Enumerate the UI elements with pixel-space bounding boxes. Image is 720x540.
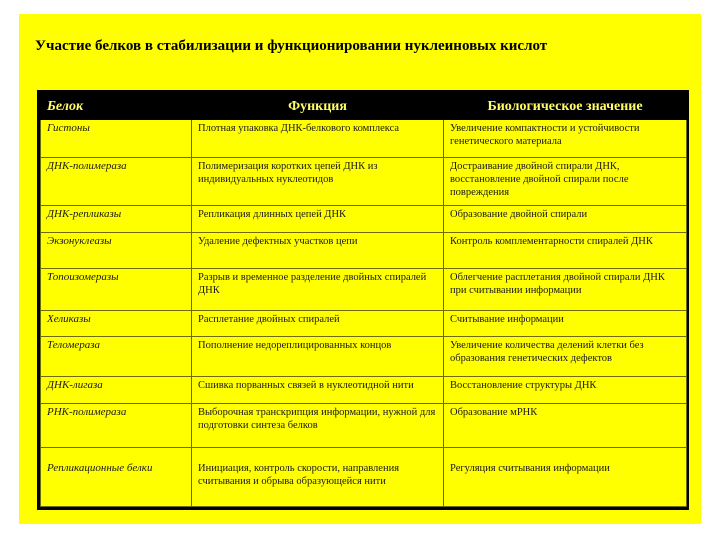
protein-table	[40, 93, 687, 507]
cell-function: Репликация длинных цепей ДНК	[192, 206, 444, 233]
cell-protein: Хеликазы	[41, 311, 192, 337]
cell-function: Инициация, контроль скорости, направления считывания и обрыва образующейся нити	[192, 448, 444, 507]
cell-significance: Достраивание двойной спирали ДНК, восстановление двойной спирали после повреждения	[444, 158, 687, 206]
cell-significance: Облегчение расплетания двойной спирали ДНК при считывании информации	[444, 269, 687, 311]
cell-significance: Образование мРНК	[444, 404, 687, 448]
slide	[19, 14, 701, 524]
table-row	[41, 233, 687, 269]
table-row	[41, 337, 687, 377]
cell-significance: Увеличение количества делений клетки без образования генетических дефектов	[444, 337, 687, 377]
cell-protein: Репликационные белки	[41, 448, 192, 507]
cell-protein: ДНК-полимераза	[41, 158, 192, 206]
cell-significance: Считывание информации	[444, 311, 687, 337]
slide-title: Участие белков в стабилизации и функционировании нуклеиновых кислот	[35, 38, 548, 54]
cell-protein: ДНК-лигаза	[41, 377, 192, 404]
cell-function: Выборочная транскрипция информации, нужной для подготовки синтеза белков	[192, 404, 444, 448]
table-row	[41, 158, 687, 206]
table-row	[41, 311, 687, 337]
cell-protein: Гистоны	[41, 120, 192, 158]
cell-significance: Регуляция считывания информации	[444, 448, 687, 507]
cell-significance: Образование двойной спирали	[444, 206, 687, 233]
cell-protein: РНК-полимераза	[41, 404, 192, 448]
cell-protein: Теломераза	[41, 337, 192, 377]
table-row	[41, 377, 687, 404]
cell-significance: Восстановление структуры ДНК	[444, 377, 687, 404]
cell-protein: ДНК-репликазы	[41, 206, 192, 233]
cell-protein: Топоизомеразы	[41, 269, 192, 311]
cell-function: Пополнение недореплицированных концов	[192, 337, 444, 377]
cell-function: Полимеризация коротких цепей ДНК из индивидуальных нуклеотидов	[192, 158, 444, 206]
header-function: Функция	[192, 94, 444, 120]
table-row	[41, 120, 687, 158]
cell-significance: Увеличение компактности и устойчивости генетического материала	[444, 120, 687, 158]
cell-function: Разрыв и временное разделение двойных спиралей ДНК	[192, 269, 444, 311]
cell-function: Сшивка порванных связей в нуклеотидной нити	[192, 377, 444, 404]
cell-function: Расплетание двойных спиралей	[192, 311, 444, 337]
cell-function: Плотная упаковка ДНК-белкового комплекса	[192, 120, 444, 158]
header-significance: Биологическое значение	[444, 94, 687, 120]
cell-function: Удаление дефектных участков цепи	[192, 233, 444, 269]
cell-protein: Экзонуклеазы	[41, 233, 192, 269]
table-row	[41, 448, 687, 507]
table-row	[41, 404, 687, 448]
table-row	[41, 269, 687, 311]
table-header-row	[41, 94, 687, 120]
table-row	[41, 206, 687, 233]
protein-table-frame	[37, 90, 689, 510]
header-protein: Белок	[41, 94, 192, 120]
cell-significance: Контроль комплементарности спиралей ДНК	[444, 233, 687, 269]
